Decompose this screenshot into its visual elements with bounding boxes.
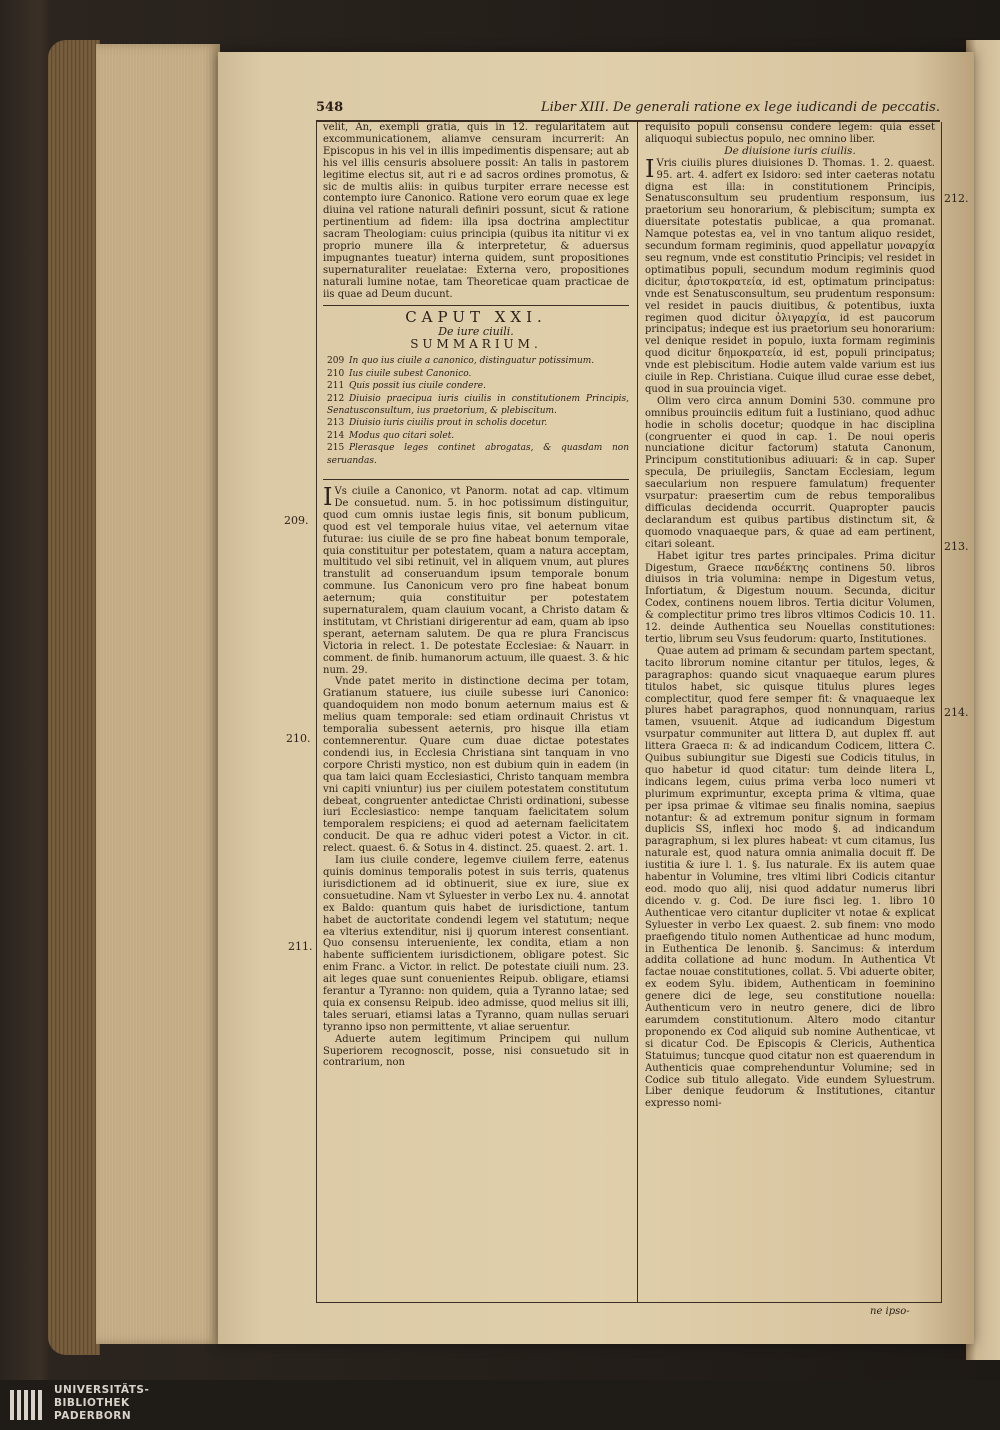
left-column	[323, 122, 629, 1296]
margin-number-211: 211.	[288, 940, 313, 953]
paragraph-212: I Vris ciuilis plures diuisiones D. Thomas. 1. 2. quaest. 95. art. 4. adfert ex Isidoro: sed inter caeteras notatu digna est illa: in constitutionem Principis, Senatusconsultum seu prudentium responsum, ius praetorium seu honorarium, & plebiscitum; sumpta ex diuersitate potestatis publicae, a qua promanat. Namque potestas ea, vel in vno tantum aliquo residet, secundum formam regiminis, quod appellatur μοναρχία seu regnum, vnde est constitutio Principis; vel residet in optimatibus populi, secundum modum regiminis quod dicitur, ἀριστοκρατεία, id est, optimatum principatus: vnde est Senatusconsultum, seu prudentum responsum: vel residet in paucis diuitibus, & potentibus, iuxta regimen quod dicitur ὀλιγαρχία, id est paucorum principatus; indeque est ius praetorium seu honorarium: vel denique residet in populo, iuxta formam regiminis quod dicitur δημοκρατεία, id est, populi principatus; vnde est plebiscitum. Hodie autem valde varium est ius ciuile in Rep. Christiana. Cuique illud curae esse debet, quod in sua prouincia viget.	[645, 154, 935, 395]
summary-item: 213 Diuisio iuris ciuilis prout in scholis docetur.	[327, 418, 548, 429]
margin-number-210: 210.	[286, 732, 311, 745]
section-title: De diuisione iuris ciuilis.	[724, 144, 856, 157]
summary-rule	[323, 467, 629, 480]
margin-number-209: 209.	[284, 514, 309, 527]
chapter-rule	[323, 305, 629, 306]
running-head	[316, 100, 940, 122]
summary-item: 212 Diuisio praecipua iuris ciuilis in constitutionem Principis, Senatusconsultum, ius praetorium, & plebiscitum.	[327, 393, 629, 416]
paragraph-213b: Habet igitur tres partes principales. Prima dicitur Digestum, Graece πανδέκτης continens 50. libros diuisos in tria volumina: nempe in Digestum vetus, Infortiatum, & Digestum nouum. Secunda, dicitur Codex, continens nouem libros. Tertia dicitur Volumen, & complectitur primo tres libros vltimos Codicis 10. 11. 12. deinde Authentica seu Nouellas constitutiones: tertio, librum seu Vsus feudorum: quarto, Institutiones.	[645, 550, 935, 645]
library-logo-icon	[8, 1386, 48, 1424]
page-number: 548	[316, 100, 344, 115]
summary-heading: SUMMARIUM.	[410, 337, 542, 352]
summary-item: 211 Quis possit ius ciuile condere.	[327, 381, 486, 392]
summary-list	[323, 355, 629, 467]
margin-number-212: 212.	[944, 192, 969, 205]
paragraph-213: Olim vero circa annum Domini 530. commune pro omnibus prouinciis editum fuit a Iustiniano, quod adhuc hodie in scholis docetur; quodque in hac disciplina (congruenter ei quod in cap. 1. De noui operis nunciatione dicitur factorum) statuta Canonum, Principum constitutionibus adiuuari: & in cap. Super specula, De priuilegiis, Sanctam Ecclesiam, legum saecularium non respuere famulatum) frequenter vsurpatur: praesertim cum de rebus temporalibus difficulas decidenda occurrit. Quapropter paucis declarandum est quibus partibus distinctum sit, & quomodo vnaquaeque pars, & quae ad eam pertinent, citari soleant.	[645, 395, 935, 550]
paragraph-211: Iam ius ciuile condere, legemve ciuilem ferre, eatenus quinis dominus temporalis potest in suis terris, quatenus iurisdictionem ad id obtinuerit, siue ex iure, siue ex consuetudine. Nam vt Syluester in verbo Lex nu. 4. annotat ex Baldo: quantum quis habet de iurisdictione, tantum habet de auctoritate condendi legem vel statutum; neque ea vlterius extenditur, nisi ij quorum interest consentiant. Quo consensu interueniente, lex condita, etiam a non habente sufficientem iurisdictionem, obligare potest. Sic enim Franc. a Victor. in relict. De potestate ciuili num. 23. ait leges quae sunt conuenientes Reipub. obligare, etiamsi ferantur a Tyranno: non quidem, quia a Tyranno latae; sed quia ex consensu Reipub. ideo admisse, quod melius sit illi, tales seruari, etiamsi latas a Tyranno, quam nullas seruari tyranno ipso non permittente, vt aliae seruentur.	[323, 855, 629, 1033]
summary-item: 210 Ius ciuile subest Canonico.	[327, 368, 472, 379]
drop-cap: I	[323, 482, 333, 511]
book-cover-edge	[48, 40, 100, 1355]
chapter-subtitle: De iure ciuili.	[438, 324, 514, 338]
paragraph-212-start: Aduerte autem legitimum Principem qui nullum Superiorem recognoscit, posse, nisi consuetudo sit in contrarium, non	[323, 1033, 629, 1069]
margin-number-213: 213.	[944, 540, 969, 553]
summary-item: 214 Modus quo citari solet.	[327, 430, 455, 441]
paragraph-209: I Vs ciuile a Canonico, vt Panorm. notat ad cap. vltimum De consuetud. num. 5. in hoc potissimum distinguitur, quod cum omnis iustae legis finis, sit bonum publicum, quod est vel temporale huius vitae, vel aeternum vitae futurae: ius ciuile de se pro fine habeat bonum temporale, quia constituitur per potestatem, quam a natura acceptam, multitudo vel sibi retinuit, vel in aliquem vnum, aut plures transtulit ad conseruandum ipsum temporale bonum commune. Ius Canonicum vero pro fine habeat bonum aeternum; quia constituitur per potestatem supernaturalem, quam clauium vocant, a Christo datam & institutam, vt Christiani dirigerentur ad eam, quam ab ipso sperant, aeternam salutem. De qua re plura Franciscus Victoria in relect. 1. De potestate Ecclesiae: & Nauarr. in comment. de finib. humanorum actuum, ille quaest. 3. & hic num. 29.	[323, 482, 629, 676]
paragraph-210: Vnde patet merito in distinctione decima per totam, Gratianum statuere, ius ciuile subesse iuri Canonico: quandoquidem non modo bonum aeternum maius est & melius quam temporale: sed etiam ordinauit Christus vt temporalia subessent aeternis, pro hisque illa etiam contemnerentur. Quare cum duae dictae potestates condendi ius, in Ecclesia Christiana sint tanquam in vno corpore Christi mystico, non est dubium quin in eadem (in qua tam laici quam Ecclesiastici, Christo tanquam membra vni capiti vniuntur) ius per ciuilem potestatem constitutum debeat, congruenter antedictae Christi ordinationi, subesse iuri Ecclesiastico: nempe tanquam faelicitatem solum temporalem respiciens; ei quod ad aeternam faelicitatem conducit. De qua re adhuc videri potest a Victor. in cit. relect. quaest. 6. & Sotus in 4. distinct. 25. quaest. 2. art. 1.	[323, 676, 629, 855]
logo-text-line1: UNIVERSITÄTS-	[54, 1384, 150, 1396]
drop-cap: I	[645, 154, 655, 183]
library-footer	[0, 1380, 1000, 1430]
column-divider	[637, 122, 638, 1302]
left-intro-paragraph: velit, An, exempli gratia, quis in 12. regularitatem aut excommunicationem, aliamve censuram incurrerit: An Episcopus in his vel in illis impedimentis dispensare; aut ab his vel illis censuris absoluere possit: An talis in pastorem legitime electus sit, aut ri e ad sacros ordines promotus, & sic de multis aliis: in quibus turpiter errare necesse est contempto iure Canonico. Ratione vero eorum quae ex lege diuina vel ratione naturali definiri possunt, sicut & ratione pertinentium ad fidem: illa ipsa doctrina amplectitur sacram Theologiam: cuius principia (quibus ita nititur vi ex proprio munere illa & interpretetur, & aduersus impugnantes tueatur) interna quidem, sunt propositiones supernaturaliter reuelatae: Externa vero, propositiones naturali lumine notae, tam Theoreticae quam practicae de iis quae ad Deum ducunt.	[323, 122, 629, 300]
running-head-title: Liber XIII. De generali ratione ex lege iudicandi de peccatis.	[540, 100, 940, 115]
right-intro-paragraph: requisito populi consensu condere legem: quia esset aliquoqui subiectus populo, nec omnino liber.	[645, 122, 935, 145]
text-frame	[316, 122, 942, 1303]
margin-number-214: 214.	[944, 706, 969, 719]
chapter-title: CAPUT XXI.	[405, 307, 547, 326]
page-stack-fore-edge	[96, 44, 220, 1344]
paragraph-214: Quae autem ad primam & secundam partem spectant, tacito librorum nomine citantur per titulos, leges, & paragraphos: quando sicut vnaquaeque earum plures titulos habet, sic quisque titulus plures leges complectitur, quod fere semper fit: & vnaquaeque lex plures habet paragraphos, quod nonnunquam, rarius tamen, vsuuenit. Atque ad iudicandum Digestum vsurpatur communiter aut littera D, aut duplex ff. aut littera Graeca π: & ad indicandum Codicem, littera C. Quibus subiungitur sue Digesti sue Codicis titulus, in quo habetur id quod citatur: tum deinde litera L, indicans legem, cuius prima verba loco numeri vt plurimum exprimuntur, excepta prima & vltima, quae per ipsa primae & vltimae seu finalis nomina, saepius notantur: & ad extremum ponitur signum in formam duplicis SS, inflexi hoc modo §. ad indicandum paragraphum, si lex plures habeat: vt cum citamus, Ius naturale est, quod natura omnia animalia docuit ff. De iustitia & iure l. 1. §. Ius naturale. Ex iis autem quae habentur in Volumine, tres vltimi libri Codicis citantur eod. modo quo alij, nisi quod addatur numerus libri dicendo v. g. Cod. De iure fisci leg. 1. libro 10 Authenticae vero citantur dupliciter vt notae & explicat Syluester in verbo Lex quaest. 2. sub finem: vno modo praefigendo titulo nomen Authenticae ad hunc modum, in Euthentica De lenonib. §. Sancimus: & interdum addita collatione ad hunc modum. In Authentica Vt factae nouae constitutiones, collat. 5. Vbi aduerte obiter, ex eodem Sylu. ibidem, Authenticam in foeminino genere dici de lege, seu constitutione nouella: Authenticum vero in neutro genere, dici de libro earumdem constitutionum. Altero modo citantur proponendo ex Cod aliquid sub nomine Authenticae, vt si dicatur Cod. De Episcopis & Clericis, Authentica Statuimus; tuncque quod citatur non est quaerendum in Authenticis quae comprehenduntur Volumine; sed in Codice sub titulo allegato. Vide eundem Syluestrum. Liber denique feudorum & Institutiones, citantur expresso nomi-	[645, 645, 935, 1110]
catchword: ne ipso-	[870, 1306, 910, 1317]
right-column	[645, 122, 935, 1296]
logo-text-line3: PADERBORN	[54, 1410, 132, 1422]
summary-item: 215 Plerasque leges continet abrogatas, & quasdam non seruandas.	[327, 443, 629, 466]
summary-item: 209 In quo ius ciuile a canonico, distinguatur potissimum.	[327, 356, 595, 367]
logo-text-line2: BIBLIOTHEK	[54, 1397, 130, 1409]
